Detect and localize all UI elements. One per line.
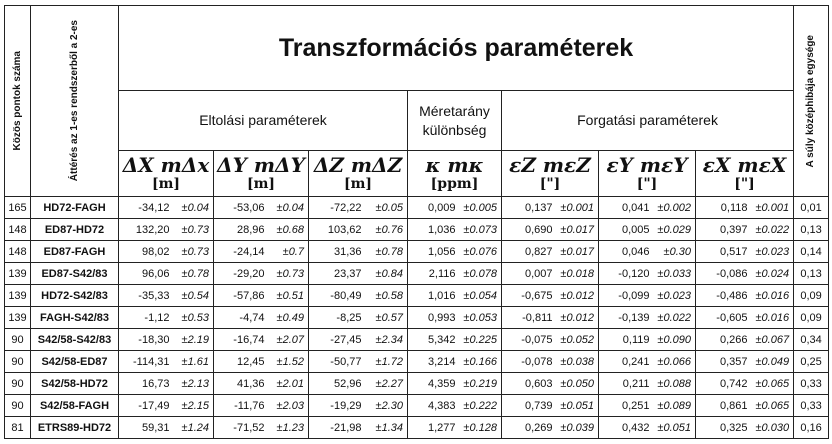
row-count: 148 — [5, 219, 31, 241]
row-ex: 0,357 — [696, 351, 752, 373]
row-dx: 96,06 — [119, 263, 174, 285]
table-row — [5, 197, 829, 219]
row-weight: 0,34 — [794, 329, 829, 351]
parameter-table — [4, 5, 829, 439]
table-row — [5, 373, 829, 395]
row-dy: 12,45 — [214, 351, 269, 373]
row-mdx: ±0.54 — [174, 285, 214, 307]
row-mez: ±0.050 — [557, 373, 599, 395]
row-dx: -34,12 — [119, 197, 174, 219]
row-dz: 103,62 — [309, 219, 366, 241]
page-title: Transzformációs paraméterek — [119, 6, 794, 91]
row-mdy: ±2.03 — [269, 395, 309, 417]
row-mdx: ±1.24 — [174, 417, 214, 439]
row-mk: ±0.222 — [460, 395, 502, 417]
row-mez: ±0.052 — [557, 329, 599, 351]
row-mk: ±0.166 — [460, 351, 502, 373]
header-atteres: Áttérés az 1-es rendszerből a 2-es — [31, 6, 119, 197]
row-name: HD72-S42/83 — [31, 285, 119, 307]
row-dy: 41,36 — [214, 373, 269, 395]
row-name: ED87-HD72 — [31, 219, 119, 241]
row-mdz: ±1.72 — [366, 351, 408, 373]
row-ex: -0,486 — [696, 285, 752, 307]
row-mez: ±0.038 — [557, 351, 599, 373]
row-name: FAGH-S42/83 — [31, 307, 119, 329]
row-k: 5,342 — [408, 329, 460, 351]
row-dz: -50,77 — [309, 351, 366, 373]
row-name: ED87-S42/83 — [31, 263, 119, 285]
table-row — [5, 219, 829, 241]
row-mk: ±0.076 — [460, 241, 502, 263]
row-ey: 0,046 — [599, 241, 654, 263]
row-ez: 0,827 — [502, 241, 557, 263]
symbol-dz: ΔZ mΔZ [m] — [309, 151, 408, 197]
row-ey: -0,120 — [599, 263, 654, 285]
row-k: 4,359 — [408, 373, 460, 395]
row-ez: -0,075 — [502, 329, 557, 351]
row-dy: -11,76 — [214, 395, 269, 417]
row-mdy: ±1.52 — [269, 351, 309, 373]
row-mex: ±0.049 — [752, 351, 794, 373]
row-mex: ±0.016 — [752, 285, 794, 307]
row-mey: ±0.066 — [654, 351, 696, 373]
row-ey: 0,041 — [599, 197, 654, 219]
row-dy: -53,06 — [214, 197, 269, 219]
row-dx: 59,31 — [119, 417, 174, 439]
row-mez: ±0.001 — [557, 197, 599, 219]
row-weight: 0,25 — [794, 351, 829, 373]
row-dx: 132,20 — [119, 219, 174, 241]
row-mey: ±0.029 — [654, 219, 696, 241]
row-name: ED87-FAGH — [31, 241, 119, 263]
row-mdz: ±2.30 — [366, 395, 408, 417]
row-mdz: ±0.78 — [366, 241, 408, 263]
table-row — [5, 307, 829, 329]
row-mk: ±0.078 — [460, 263, 502, 285]
row-mdx: ±2.13 — [174, 373, 214, 395]
row-mey: ±0.033 — [654, 263, 696, 285]
row-weight: 0,33 — [794, 373, 829, 395]
row-dy: -57,86 — [214, 285, 269, 307]
row-ey: 0,251 — [599, 395, 654, 417]
row-count: 139 — [5, 307, 31, 329]
header-pontok: Közös pontok száma — [5, 6, 31, 197]
row-count: 90 — [5, 373, 31, 395]
symbol-ez: εZ mεZ ["] — [502, 151, 599, 197]
row-mex: ±0.067 — [752, 329, 794, 351]
row-mdx: ±0.78 — [174, 263, 214, 285]
row-mdy: ±0.73 — [269, 263, 309, 285]
row-k: 4,383 — [408, 395, 460, 417]
row-ex: 0,397 — [696, 219, 752, 241]
symbol-dy: ΔY mΔY [m] — [214, 151, 309, 197]
table-row — [5, 395, 829, 417]
row-ez: 0,137 — [502, 197, 557, 219]
row-ez: 0,739 — [502, 395, 557, 417]
row-weight: 0,01 — [794, 197, 829, 219]
row-mey: ±0.051 — [654, 417, 696, 439]
row-dy: -24,14 — [214, 241, 269, 263]
row-mdz: ±0.57 — [366, 307, 408, 329]
row-mdz: ±2.27 — [366, 373, 408, 395]
row-dx: -17,49 — [119, 395, 174, 417]
row-ex: 0,742 — [696, 373, 752, 395]
row-mex: ±0.001 — [752, 197, 794, 219]
row-weight: 0,14 — [794, 241, 829, 263]
row-mk: ±0.054 — [460, 285, 502, 307]
row-dz: 31,36 — [309, 241, 366, 263]
row-count: 90 — [5, 351, 31, 373]
table-row — [5, 351, 829, 373]
row-mk: ±0.073 — [460, 219, 502, 241]
row-mdz: ±0.05 — [366, 197, 408, 219]
row-count: 165 — [5, 197, 31, 219]
row-ez: -0,078 — [502, 351, 557, 373]
row-ez: 0,603 — [502, 373, 557, 395]
row-mdx: ±1.61 — [174, 351, 214, 373]
row-mey: ±0.30 — [654, 241, 696, 263]
row-k: 1,036 — [408, 219, 460, 241]
row-mdy: ±0.04 — [269, 197, 309, 219]
group-forgatasi: Forgatási paraméterek — [502, 91, 794, 151]
row-dz: 23,37 — [309, 263, 366, 285]
group-meretarany: Méretarány különbség — [408, 91, 502, 151]
row-weight: 0,09 — [794, 307, 829, 329]
row-ey: 0,432 — [599, 417, 654, 439]
row-dx: -1,12 — [119, 307, 174, 329]
row-count: 81 — [5, 417, 31, 439]
row-weight: 0,33 — [794, 395, 829, 417]
row-dx: 98,02 — [119, 241, 174, 263]
row-ey: -0,139 — [599, 307, 654, 329]
row-mey: ±0.088 — [654, 373, 696, 395]
row-dz: -27,45 — [309, 329, 366, 351]
row-weight: 0,09 — [794, 285, 829, 307]
row-dy: -71,52 — [214, 417, 269, 439]
row-name: S42/58-ED87 — [31, 351, 119, 373]
row-ey: 0,005 — [599, 219, 654, 241]
symbol-dx: ΔX mΔx [m] — [119, 151, 214, 197]
row-name: HD72-FAGH — [31, 197, 119, 219]
row-name: S42/58-S42/83 — [31, 329, 119, 351]
table-row — [5, 263, 829, 285]
row-dx: -18,30 — [119, 329, 174, 351]
row-mey: ±0.090 — [654, 329, 696, 351]
row-mdx: ±0.73 — [174, 219, 214, 241]
row-mex: ±0.016 — [752, 307, 794, 329]
row-mdy: ±0.7 — [269, 241, 309, 263]
row-mdx: ±2.19 — [174, 329, 214, 351]
row-ez: 0,269 — [502, 417, 557, 439]
row-k: 0,993 — [408, 307, 460, 329]
row-k: 1,056 — [408, 241, 460, 263]
row-mdx: ±2.15 — [174, 395, 214, 417]
row-mdy: ±0.68 — [269, 219, 309, 241]
row-mey: ±0.002 — [654, 197, 696, 219]
row-ex: 0,325 — [696, 417, 752, 439]
row-mez: ±0.017 — [557, 219, 599, 241]
row-mex: ±0.022 — [752, 219, 794, 241]
row-dz: -21,98 — [309, 417, 366, 439]
row-ez: 0,690 — [502, 219, 557, 241]
symbol-ey: εY mεY ["] — [599, 151, 696, 197]
row-ey: -0,099 — [599, 285, 654, 307]
parameter-table-wrap — [4, 5, 829, 439]
header-suly: A súly középhibája egysége — [794, 6, 829, 197]
row-mez: ±0.012 — [557, 307, 599, 329]
row-mk: ±0.005 — [460, 197, 502, 219]
row-mex: ±0.024 — [752, 263, 794, 285]
row-mdz: ±2.34 — [366, 329, 408, 351]
row-count: 148 — [5, 241, 31, 263]
row-k: 0,009 — [408, 197, 460, 219]
row-mez: ±0.012 — [557, 285, 599, 307]
row-mdz: ±0.84 — [366, 263, 408, 285]
row-ey: 0,119 — [599, 329, 654, 351]
row-count: 139 — [5, 263, 31, 285]
row-mez: ±0.039 — [557, 417, 599, 439]
row-dy: -29,20 — [214, 263, 269, 285]
row-mex: ±0.065 — [752, 373, 794, 395]
row-count: 139 — [5, 285, 31, 307]
row-mdx: ±0.53 — [174, 307, 214, 329]
row-count: 90 — [5, 395, 31, 417]
row-weight: 0,13 — [794, 263, 829, 285]
row-name: S42/58-FAGH — [31, 395, 119, 417]
row-mez: ±0.051 — [557, 395, 599, 417]
row-ey: 0,211 — [599, 373, 654, 395]
row-k: 1,277 — [408, 417, 460, 439]
row-mk: ±0.053 — [460, 307, 502, 329]
row-mdx: ±0.04 — [174, 197, 214, 219]
row-dy: -4,74 — [214, 307, 269, 329]
row-mey: ±0.023 — [654, 285, 696, 307]
symbol-ex: εX mεX ["] — [696, 151, 794, 197]
row-mex: ±0.030 — [752, 417, 794, 439]
row-ex: -0,086 — [696, 263, 752, 285]
row-name: S42/58-HD72 — [31, 373, 119, 395]
row-dz: -72,22 — [309, 197, 366, 219]
row-mk: ±0.219 — [460, 373, 502, 395]
row-ex: 0,517 — [696, 241, 752, 263]
row-ez: -0,811 — [502, 307, 557, 329]
row-mez: ±0.017 — [557, 241, 599, 263]
table-row — [5, 285, 829, 307]
row-count: 90 — [5, 329, 31, 351]
row-weight: 0,16 — [794, 417, 829, 439]
row-weight: 0,13 — [794, 219, 829, 241]
row-name: ETRS89-HD72 — [31, 417, 119, 439]
row-dz: -8,25 — [309, 307, 366, 329]
row-mey: ±0.089 — [654, 395, 696, 417]
row-ez: -0,675 — [502, 285, 557, 307]
row-dz: -19,29 — [309, 395, 366, 417]
row-ex: 0,861 — [696, 395, 752, 417]
row-ey: 0,241 — [599, 351, 654, 373]
row-ez: 0,007 — [502, 263, 557, 285]
table-row — [5, 417, 829, 439]
row-mdx: ±0.73 — [174, 241, 214, 263]
row-mdz: ±0.58 — [366, 285, 408, 307]
row-mk: ±0.128 — [460, 417, 502, 439]
row-mez: ±0.018 — [557, 263, 599, 285]
symbol-kappa: κ mκ [ppm] — [408, 151, 502, 197]
row-mdz: ±0.76 — [366, 219, 408, 241]
row-mdy: ±1.23 — [269, 417, 309, 439]
row-mex: ±0.023 — [752, 241, 794, 263]
row-mdy: ±0.49 — [269, 307, 309, 329]
row-k: 3,214 — [408, 351, 460, 373]
table-row — [5, 329, 829, 351]
row-mk: ±0.225 — [460, 329, 502, 351]
row-mey: ±0.022 — [654, 307, 696, 329]
group-eltolasi: Eltolási paraméterek — [119, 91, 408, 151]
row-ex: 0,118 — [696, 197, 752, 219]
row-dy: 28,96 — [214, 219, 269, 241]
row-mdy: ±0.51 — [269, 285, 309, 307]
row-dx: -114,31 — [119, 351, 174, 373]
table-body — [5, 197, 829, 439]
row-mdy: ±2.07 — [269, 329, 309, 351]
table-row — [5, 241, 829, 263]
row-mdz: ±1.34 — [366, 417, 408, 439]
row-mex: ±0.065 — [752, 395, 794, 417]
row-dx: -35,33 — [119, 285, 174, 307]
row-dy: -16,74 — [214, 329, 269, 351]
row-mdy: ±2.01 — [269, 373, 309, 395]
row-dz: -80,49 — [309, 285, 366, 307]
row-ex: -0,605 — [696, 307, 752, 329]
row-ex: 0,266 — [696, 329, 752, 351]
row-k: 1,016 — [408, 285, 460, 307]
row-dz: 52,96 — [309, 373, 366, 395]
row-dx: 16,73 — [119, 373, 174, 395]
row-k: 2,116 — [408, 263, 460, 285]
